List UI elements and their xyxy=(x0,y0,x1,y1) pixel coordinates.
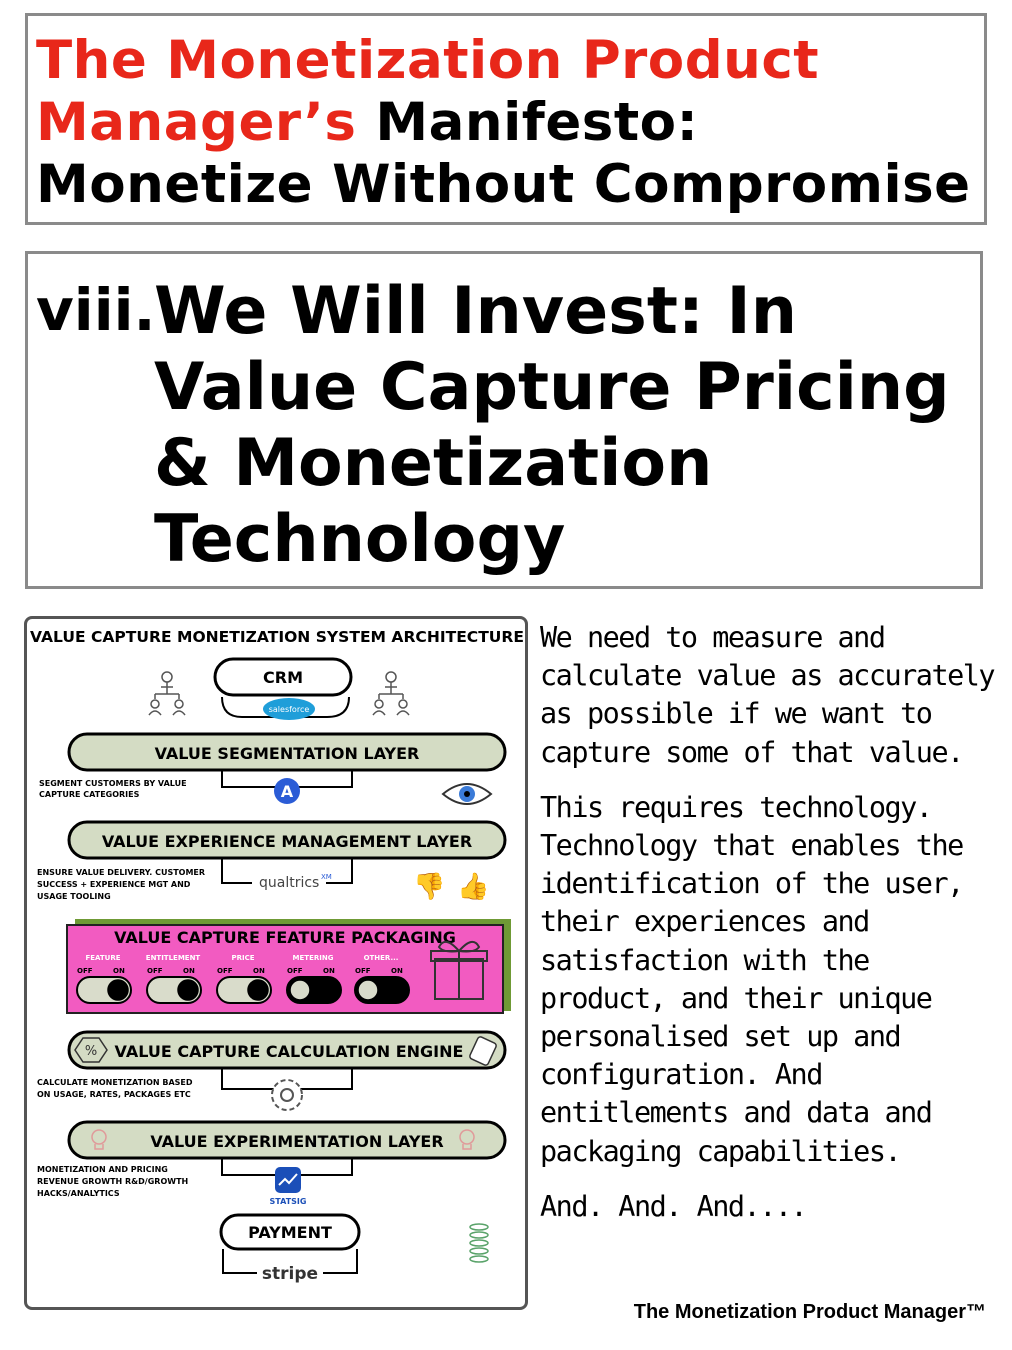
crm-block xyxy=(215,659,351,720)
toggle-off-label: OFF xyxy=(147,967,163,975)
experimentation-note-line-2: REVENUE GROWTH R&D/GROWTH xyxy=(37,1177,189,1186)
section-number: viii. xyxy=(36,276,156,344)
experience-layer xyxy=(37,822,505,902)
calculation-note-line-1: CALCULATE MONETIZATION BASED xyxy=(37,1078,193,1087)
body-paragraph-2: This requires technology. Technology that enables the identification of the user, their experiences and satisfaction with the product, and their unique personalised set up and configuration. And entitlements and data and packaging capabilities. xyxy=(540,790,963,1168)
title-black-part-2: Monetize Without Compromise xyxy=(36,154,971,215)
toggle-name: FEATURE xyxy=(85,954,121,962)
coin-stack-icon xyxy=(470,1224,488,1262)
toggle-knob[interactable] xyxy=(178,980,198,1000)
manifesto-title-box xyxy=(25,13,987,225)
experience-note-line-3: USAGE TOOLING xyxy=(37,892,111,901)
experience-note-line-2: SUCCESS + EXPERIENCE MGT AND xyxy=(37,880,191,889)
statsig-logo-icon xyxy=(275,1167,301,1193)
svg-text:%: % xyxy=(84,1044,98,1059)
packaging-label: VALUE CAPTURE FEATURE PACKAGING xyxy=(114,928,456,947)
toggle-metering[interactable] xyxy=(287,954,341,1003)
qualtrics-xm-badge: XM xyxy=(321,873,332,881)
segmentation-layer-label: VALUE SEGMENTATION LAYER xyxy=(154,744,420,763)
payment-label: PAYMENT xyxy=(248,1223,332,1242)
toggle-on-label: ON xyxy=(183,967,195,975)
experimentation-layer-label: VALUE EXPERIMENTATION LAYER xyxy=(150,1132,444,1151)
crm-label: CRM xyxy=(263,668,303,687)
stripe-logo: stripe xyxy=(261,1264,319,1284)
toggle-entitlement[interactable] xyxy=(146,954,201,1003)
experience-layer-label: VALUE EXPERIENCE MANAGEMENT LAYER xyxy=(101,832,473,851)
toggle-knob[interactable] xyxy=(358,980,378,1000)
toggle-off-label: OFF xyxy=(77,967,93,975)
toggle-knob[interactable] xyxy=(248,980,268,1000)
body-paragraph-3: And. And. And.... xyxy=(540,1189,807,1223)
qualtrics-logo: qualtrics xyxy=(259,875,320,891)
toggle-knob[interactable] xyxy=(108,980,128,1000)
statsig-label: STATSIG xyxy=(269,1197,307,1206)
packaging-block xyxy=(67,919,511,1013)
diagram-title: VALUE CAPTURE MONETIZATION SYSTEM ARCHITECTURE xyxy=(30,628,524,646)
body-paragraph-1: We need to measure and calculate value as accurately as possible if we want to capture some of that value. xyxy=(540,621,995,769)
experimentation-note-line-1: MONETIZATION AND PRICING xyxy=(37,1165,168,1174)
architecture-diagram-svg xyxy=(27,619,525,1307)
footer-brand: The Monetization Product Manager™ xyxy=(633,1301,986,1323)
section-title: We Will Invest: In Value Capture Pricing & Monetization Technology xyxy=(154,274,950,577)
toggle-name: ENTITLEMENT xyxy=(145,954,201,962)
experimentation-note-line-3: HACKS/ANALYTICS xyxy=(37,1189,120,1198)
manifesto-title xyxy=(36,30,984,216)
org-chart-icon xyxy=(373,672,409,715)
thumbs-down-icon: 👎 xyxy=(413,872,446,902)
toggle-name: PRICE xyxy=(231,954,255,962)
gear-icon xyxy=(272,1080,302,1110)
calculation-layer-label: VALUE CAPTURE CALCULATION ENGINE xyxy=(114,1042,464,1061)
segmentation-layer xyxy=(39,734,505,804)
toggle-name: OTHER... xyxy=(363,954,399,962)
calculation-note-line-2: ON USAGE, RATES, PACKAGES ETC xyxy=(37,1090,191,1099)
thumbs-up-icon: 👍 xyxy=(457,872,490,902)
svg-text:A: A xyxy=(280,782,294,801)
payment-block xyxy=(221,1215,488,1284)
toggle-on-label: ON xyxy=(391,967,403,975)
toggle-on-label: ON xyxy=(253,967,265,975)
toggle-on-label: ON xyxy=(113,967,125,975)
toggle-knob[interactable] xyxy=(290,980,310,1000)
title-red-part: The Monetization Product Manager’s xyxy=(36,30,820,153)
crm-provider: salesforce xyxy=(268,705,310,714)
toggle-on-label: ON xyxy=(323,967,335,975)
title-black-part-1: Manifesto: xyxy=(375,92,699,153)
experience-note-line-1: ENSURE VALUE DELIVERY. CUSTOMER xyxy=(37,868,206,877)
toggle-off-label: OFF xyxy=(217,967,233,975)
toggle-name: METERING xyxy=(292,954,334,962)
section-heading-box xyxy=(25,251,983,589)
segmentation-note-line-2: CAPTURE CATEGORIES xyxy=(39,790,140,799)
toggle-off-label: OFF xyxy=(355,967,371,975)
body-text xyxy=(540,619,998,1243)
calculation-layer xyxy=(37,1032,505,1110)
org-chart-icon xyxy=(149,672,185,715)
eye-icon xyxy=(443,784,491,804)
experimentation-layer xyxy=(37,1122,505,1206)
toggle-off-label: OFF xyxy=(287,967,303,975)
architecture-diagram xyxy=(24,616,528,1310)
segmentation-note-line-1: SEGMENT CUSTOMERS BY VALUE xyxy=(39,779,187,788)
